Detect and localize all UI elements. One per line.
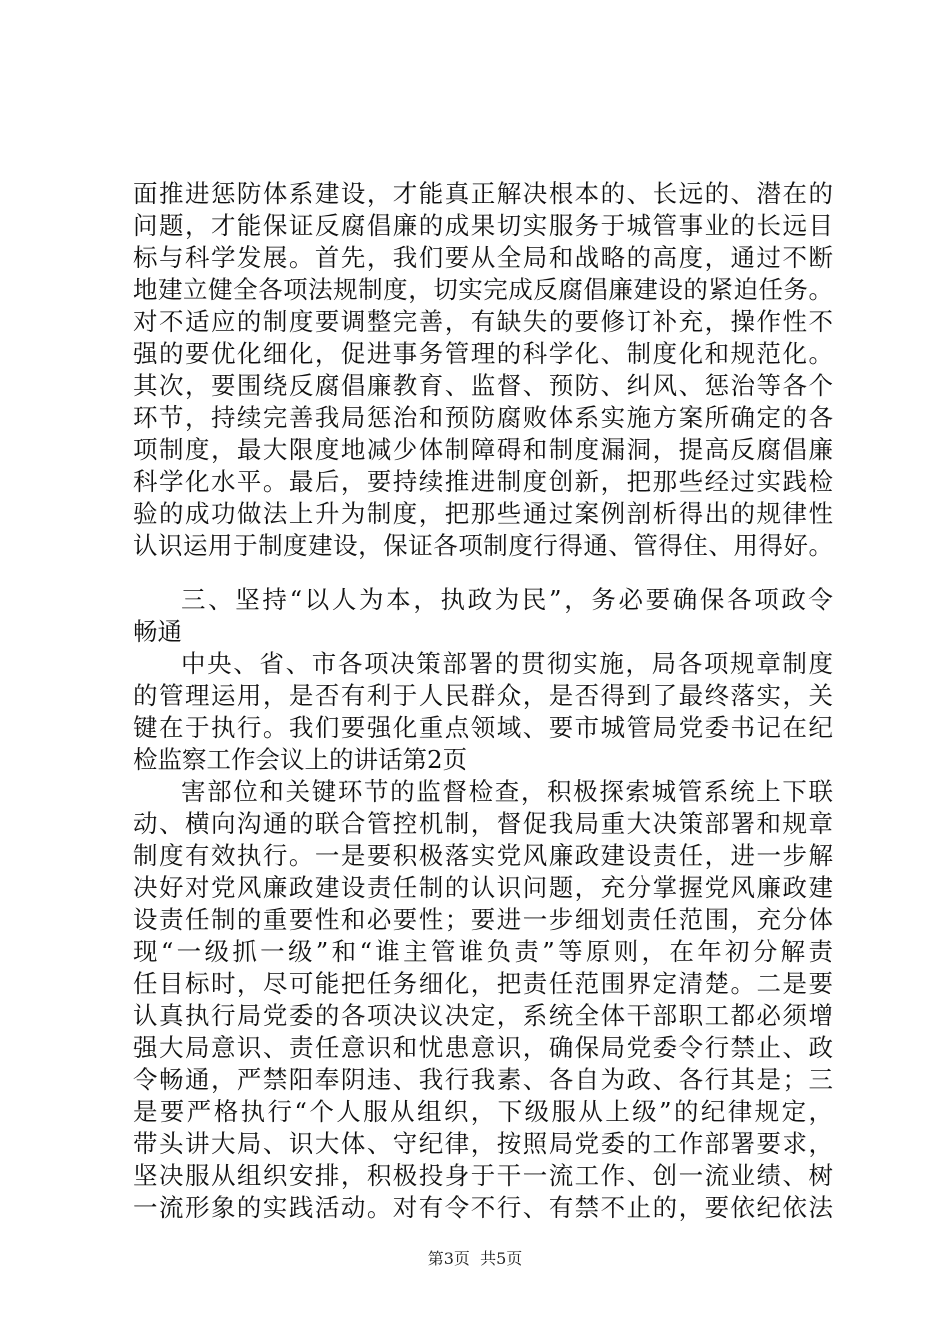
section-heading-continued: 畅通 (133, 617, 182, 646)
page-footer: 第3页 共5页 (427, 1249, 523, 1268)
text-line: 一流形象的实践活动。对有令不行、有禁不止的，要依纪依法 (133, 1193, 833, 1222)
text-line: 认真执行局党委的各项决议决定，系统全体干部职工都必须增 (133, 1001, 833, 1030)
text-line: 环节，持续完善我局惩治和预防腐败体系实施方案所确定的各 (133, 403, 833, 432)
text-line: 项制度，最大限度地减少体制障碍和制度漏洞，提高反腐倡廉 (133, 435, 833, 464)
text-line: 坚决服从组织安排，积极投身于干一流工作、创一流业绩、树 (133, 1161, 833, 1190)
text-line: 任目标时，尽可能把任务细化，把责任范围界定清楚。二是要 (133, 969, 833, 998)
text-line: 检监察工作会议上的讲话第2页 (133, 745, 468, 774)
text-line: 科学化水平。最后，要持续推进制度创新，把那些经过实践检 (133, 467, 833, 496)
text-line: 动、横向沟通的联合管控机制，督促我局重大决策部署和规章 (133, 809, 833, 838)
text-line: 带头讲大局、识大体、守纪律，按照局党委的工作部署要求， (133, 1129, 833, 1158)
text-line: 设责任制的重要性和必要性；要进一步细划责任范围，充分体 (133, 905, 833, 934)
text-line: 是要严格执行“个人服从组织，下级服从上级”的纪律规定， (133, 1097, 833, 1126)
text-line: 键在于执行。我们要强化重点领域、要市城管局党委书记在纪 (133, 713, 833, 742)
text-line: 认识运用于制度建设，保证各项制度行得通、管得住、用得好。 (133, 531, 833, 560)
text-line: 中央、省、市各项决策部署的贯彻实施，局各项规章制度 (181, 649, 833, 678)
text-line: 面推进惩防体系建设，才能真正解决根本的、长远的、潜在的 (133, 179, 833, 208)
text-line: 制度有效执行。一是要积极落实党风廉政建设责任，进一步解 (133, 841, 833, 870)
text-line: 决好对党风廉政建设责任制的认识问题，充分掌握党风廉政建 (133, 873, 833, 902)
text-line: 害部位和关键环节的监督检查，积极探索城管系统上下联 (181, 777, 833, 806)
text-line: 令畅通，严禁阳奉阴违、我行我素、各自为政、各行其是；三 (133, 1065, 833, 1094)
text-line: 强的要优化细化，促进事务管理的科学化、制度化和规范化。 (133, 339, 833, 368)
text-line: 标与科学发展。首先，我们要从全局和战略的高度，通过不断 (133, 243, 833, 272)
text-line: 的管理运用，是否有利于人民群众，是否得到了最终落实，关 (133, 681, 833, 710)
text-line: 对不适应的制度要调整完善，有缺失的要修订补充，操作性不 (133, 307, 833, 336)
text-line: 现“一级抓一级”和“谁主管谁负责”等原则，在年初分解责 (133, 937, 833, 966)
text-line: 验的成功做法上升为制度，把那些通过案例剖析得出的规律性 (133, 499, 833, 528)
text-line: 问题，才能保证反腐倡廉的成果切实服务于城管事业的长远目 (133, 211, 833, 240)
text-line: 地建立健全各项法规制度，切实完成反腐倡廉建设的紧迫任务。 (133, 275, 833, 304)
text-line: 强大局意识、责任意识和忧患意识，确保局党委令行禁止、政 (133, 1033, 833, 1062)
text-line: 其次，要围绕反腐倡廉教育、监督、预防、纠风、惩治等各个 (133, 371, 833, 400)
section-heading: 三、坚持“以人为本，执政为民”，务必要确保各项政令 (181, 585, 833, 614)
